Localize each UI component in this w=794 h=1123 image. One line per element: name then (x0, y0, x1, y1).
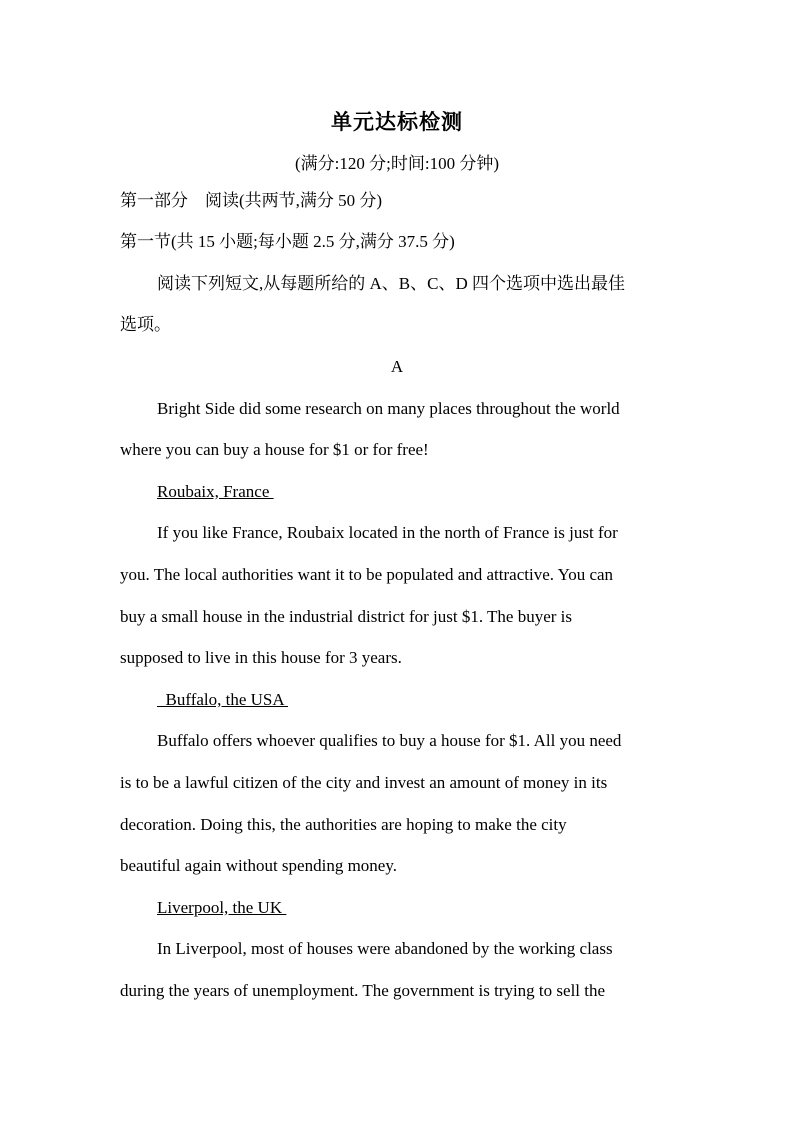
paragraph-line: decoration. Doing this, the authorities are hoping to make the city (120, 815, 567, 834)
paragraph-line: If you like France, Roubaix located in the north of France is just for (157, 523, 618, 542)
paragraph-line: you. The local authorities want it to be populated and attractive. You can (120, 565, 614, 584)
paragraph-line: beautiful again without spending money. (120, 856, 397, 875)
paragraph-line: supposed to live in this house for 3 years. (120, 648, 402, 667)
section-subheading-text: Buffalo, the USA (157, 690, 288, 709)
section-subheading (157, 690, 717, 710)
paragraph-line: In Liverpool, most of houses were abandoned by the working class (157, 939, 613, 958)
section-heading: 第一节(共 15 小题;每小题 2.5 分,满分 37.5 分) (120, 232, 455, 251)
paragraph-line: during the years of unemployment. The government is trying to sell the (120, 981, 606, 1000)
section-subheading-text: Roubaix, France (157, 482, 274, 501)
instruction-line: 阅读下列短文,从每题所给的 A、B、C、D 四个选项中选出最佳 (157, 274, 625, 293)
part-heading: 第一部分 阅读(共两节,满分 50 分) (120, 191, 383, 210)
exam-info: (满分:120 分;时间:100 分钟) (295, 154, 499, 173)
section-subheading-text: Liverpool, the UK (157, 898, 287, 917)
page-title: 单元达标检测 (331, 109, 463, 134)
section-subheading (157, 482, 717, 502)
paragraph-line: buy a small house in the industrial district for just $1. The buyer is (120, 607, 573, 626)
paragraph-line: where you can buy a house for $1 or for free! (120, 440, 429, 459)
section-subheading (157, 898, 717, 918)
paragraph-line: Bright Side did some research on many places throughout the world (157, 399, 620, 418)
paragraph-line: is to be a lawful citizen of the city and invest an amount of money in its (120, 773, 608, 792)
paragraph-line: Buffalo offers whoever qualifies to buy a house for $1. All you need (157, 731, 622, 750)
passage-label: A (390, 357, 404, 376)
instruction-line: 选项。 (120, 315, 171, 334)
